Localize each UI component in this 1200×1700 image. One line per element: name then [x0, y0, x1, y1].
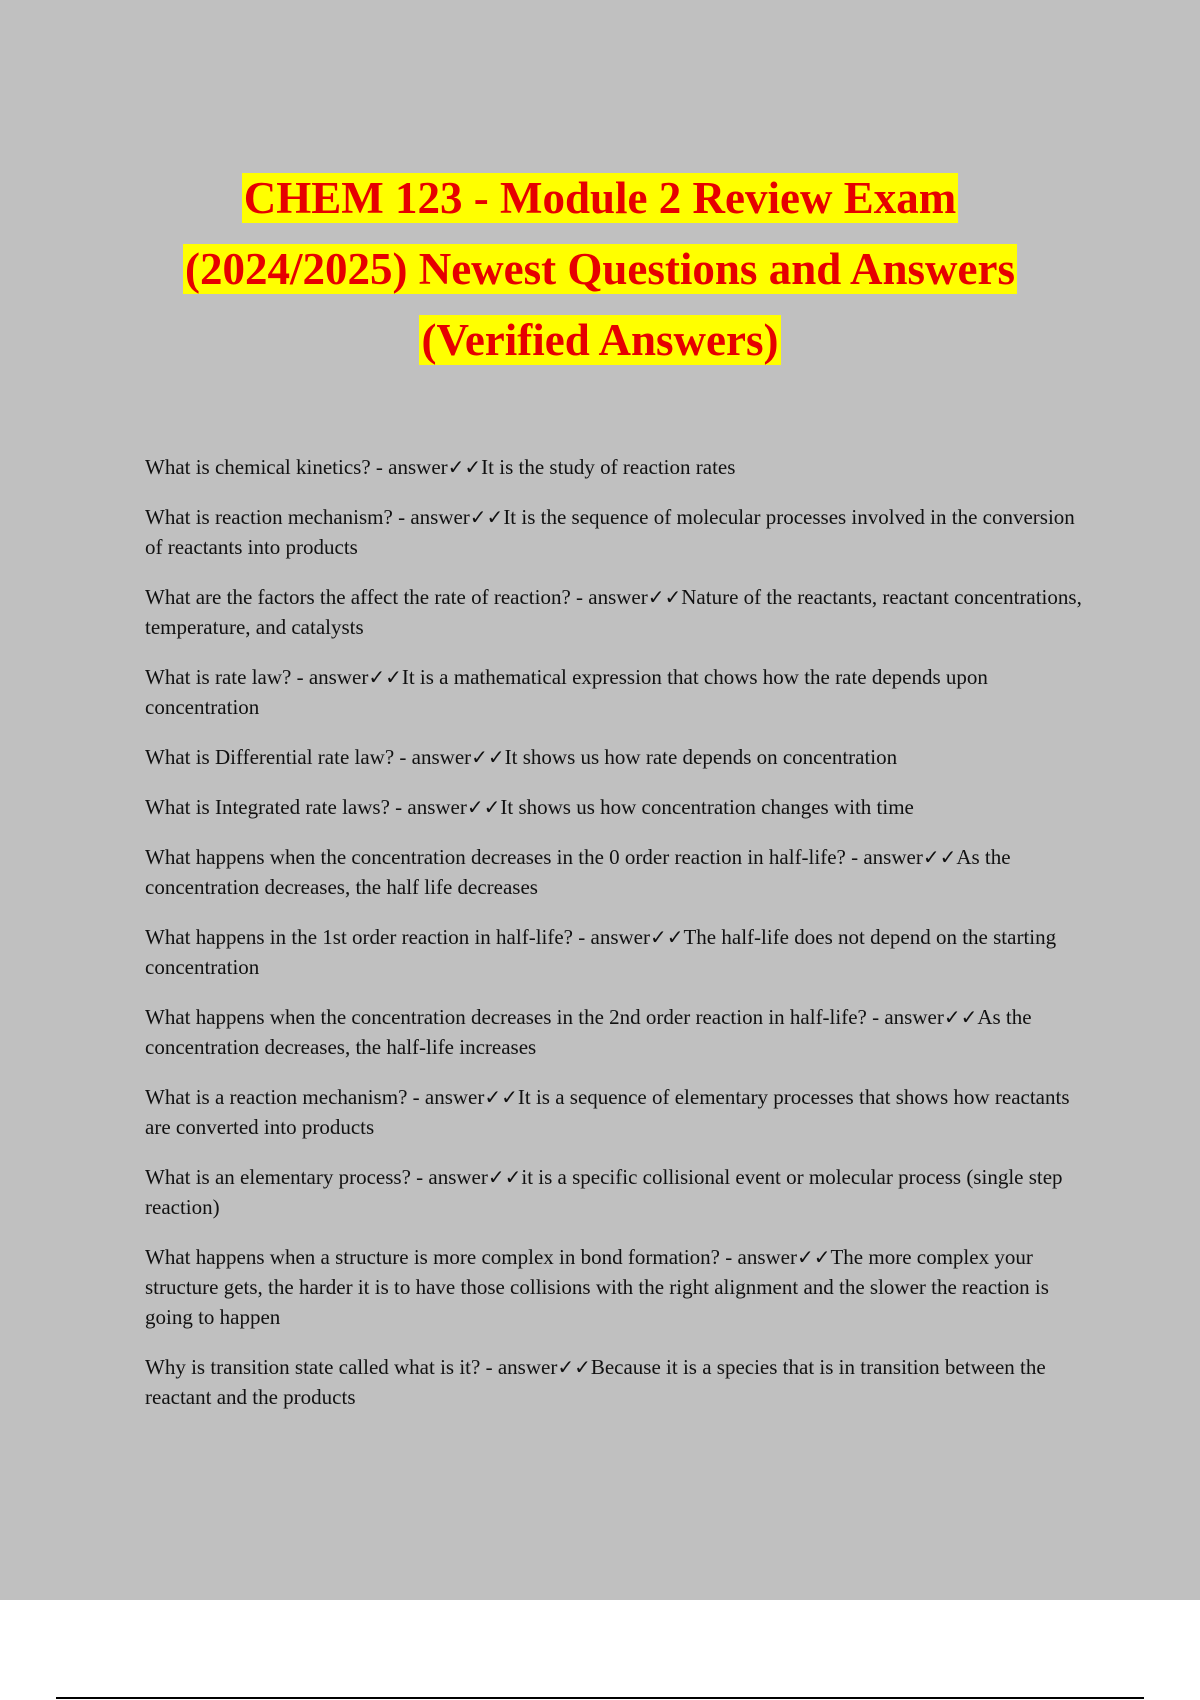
answer-separator: - answer: [480, 1355, 558, 1379]
answer-text: it is a specific collisional event or molecular process (single step reaction): [145, 1165, 1063, 1219]
answer-separator: - answer: [407, 1085, 485, 1109]
qa-item: [145, 582, 1085, 642]
title-text-2: (2024/2025) Newest Questions and Answers: [184, 244, 1016, 294]
question-text: What is a reaction mechanism?: [145, 1085, 408, 1109]
question-text: What is chemical kinetics?: [145, 455, 371, 479]
title-line-1: [0, 168, 1200, 239]
answer-text: As the concentration decreases, the half life decreases: [145, 845, 1011, 899]
double-check-icon: ✓✓: [447, 455, 482, 479]
qa-item: [145, 742, 1085, 772]
answer-text: It is the sequence of molecular processes involved in the conversion of reactants into products: [145, 505, 1075, 559]
answer-separator: - answer: [410, 1165, 488, 1189]
qa-item: [145, 922, 1085, 982]
qa-item: [145, 1162, 1085, 1222]
answer-text: The half-life does not depend on the starting concentration: [145, 925, 1057, 979]
answer-text: As the concentration decreases, the half-life increases: [145, 1005, 1032, 1059]
double-check-icon: ✓✓: [469, 505, 504, 529]
answer-separator: - answer: [392, 505, 470, 529]
title-text-3: (Verified Answers): [421, 315, 779, 365]
qa-item: [145, 1002, 1085, 1062]
answer-separator: - answer: [866, 1005, 944, 1029]
answer-text: Nature of the reactants, reactant concentrations, temperature, and catalysts: [145, 585, 1082, 639]
answer-separator: - answer: [720, 1245, 797, 1269]
question-text: What happens when the concentration decreases in the 2nd order reaction in half-life?: [145, 1005, 867, 1029]
question-text: What is rate law?: [145, 665, 292, 689]
title-text-1: CHEM 123 - Module 2 Review Exam: [243, 173, 957, 223]
double-check-icon: ✓✓: [943, 1005, 978, 1029]
qa-item: [145, 502, 1085, 562]
question-text: What happens when a structure is more complex in bond formation?: [145, 1245, 720, 1269]
answer-separator: - answer: [394, 745, 472, 769]
double-check-icon: ✓✓: [487, 1165, 522, 1189]
answer-text: It is a sequence of elementary processes that shows how reactants are converted into products: [145, 1085, 1070, 1139]
qa-list: [145, 452, 1085, 1432]
double-check-icon: ✓✓: [649, 925, 684, 949]
question-text: What is reaction mechanism?: [145, 505, 393, 529]
qa-item: [145, 662, 1085, 722]
answer-text: It shows us how concentration changes with time: [500, 795, 914, 819]
qa-item: [145, 1242, 1085, 1332]
qa-item: [145, 792, 1085, 822]
document-title: [0, 168, 1200, 381]
double-check-icon: ✓✓: [557, 1355, 591, 1379]
question-text: What are the factors the affect the rate of reaction?: [145, 585, 571, 609]
answer-separator: - answer: [291, 665, 369, 689]
double-check-icon: ✓✓: [368, 665, 402, 689]
answer-separator: - answer: [389, 795, 467, 819]
answer-text: It is a mathematical expression that chows how the rate depends upon concentration: [145, 665, 988, 719]
title-line-2: [0, 239, 1200, 310]
qa-item: [145, 1082, 1085, 1142]
double-check-icon: ✓✓: [471, 745, 505, 769]
question-text: What happens when the concentration decreases in the 0 order reaction in half-life?: [145, 845, 846, 869]
qa-item: [145, 452, 1085, 482]
qa-item: [145, 1352, 1085, 1412]
title-line-3: [0, 310, 1200, 381]
question-text: Why is transition state called what is it?: [145, 1355, 481, 1379]
double-check-icon: ✓✓: [484, 1085, 518, 1109]
answer-separator: - answer: [570, 585, 648, 609]
question-text: What is an elementary process?: [145, 1165, 411, 1189]
double-check-icon: ✓✓: [466, 795, 501, 819]
answer-text: The more complex your structure gets, the harder it is to have those collisions with the right alignment and the slower the reaction is going to happen: [145, 1245, 1049, 1329]
question-text: What is Integrated rate laws?: [145, 795, 390, 819]
question-text: What is Differential rate law?: [145, 745, 395, 769]
question-text: What happens in the 1st order reaction in half-life?: [145, 925, 573, 949]
answer-separator: - answer: [573, 925, 650, 949]
double-check-icon: ✓✓: [922, 845, 957, 869]
answer-separator: - answer: [370, 455, 448, 479]
qa-item: [145, 842, 1085, 902]
double-check-icon: ✓✓: [647, 585, 682, 609]
double-check-icon: ✓✓: [796, 1245, 831, 1269]
answer-text: It is the study of reaction rates: [481, 455, 736, 479]
footer-divider: [56, 1697, 1144, 1699]
answer-separator: - answer: [845, 845, 923, 869]
answer-text: Because it is a species that is in transition between the reactant and the products: [145, 1355, 1046, 1409]
answer-text: It shows us how rate depends on concentration: [504, 745, 898, 769]
